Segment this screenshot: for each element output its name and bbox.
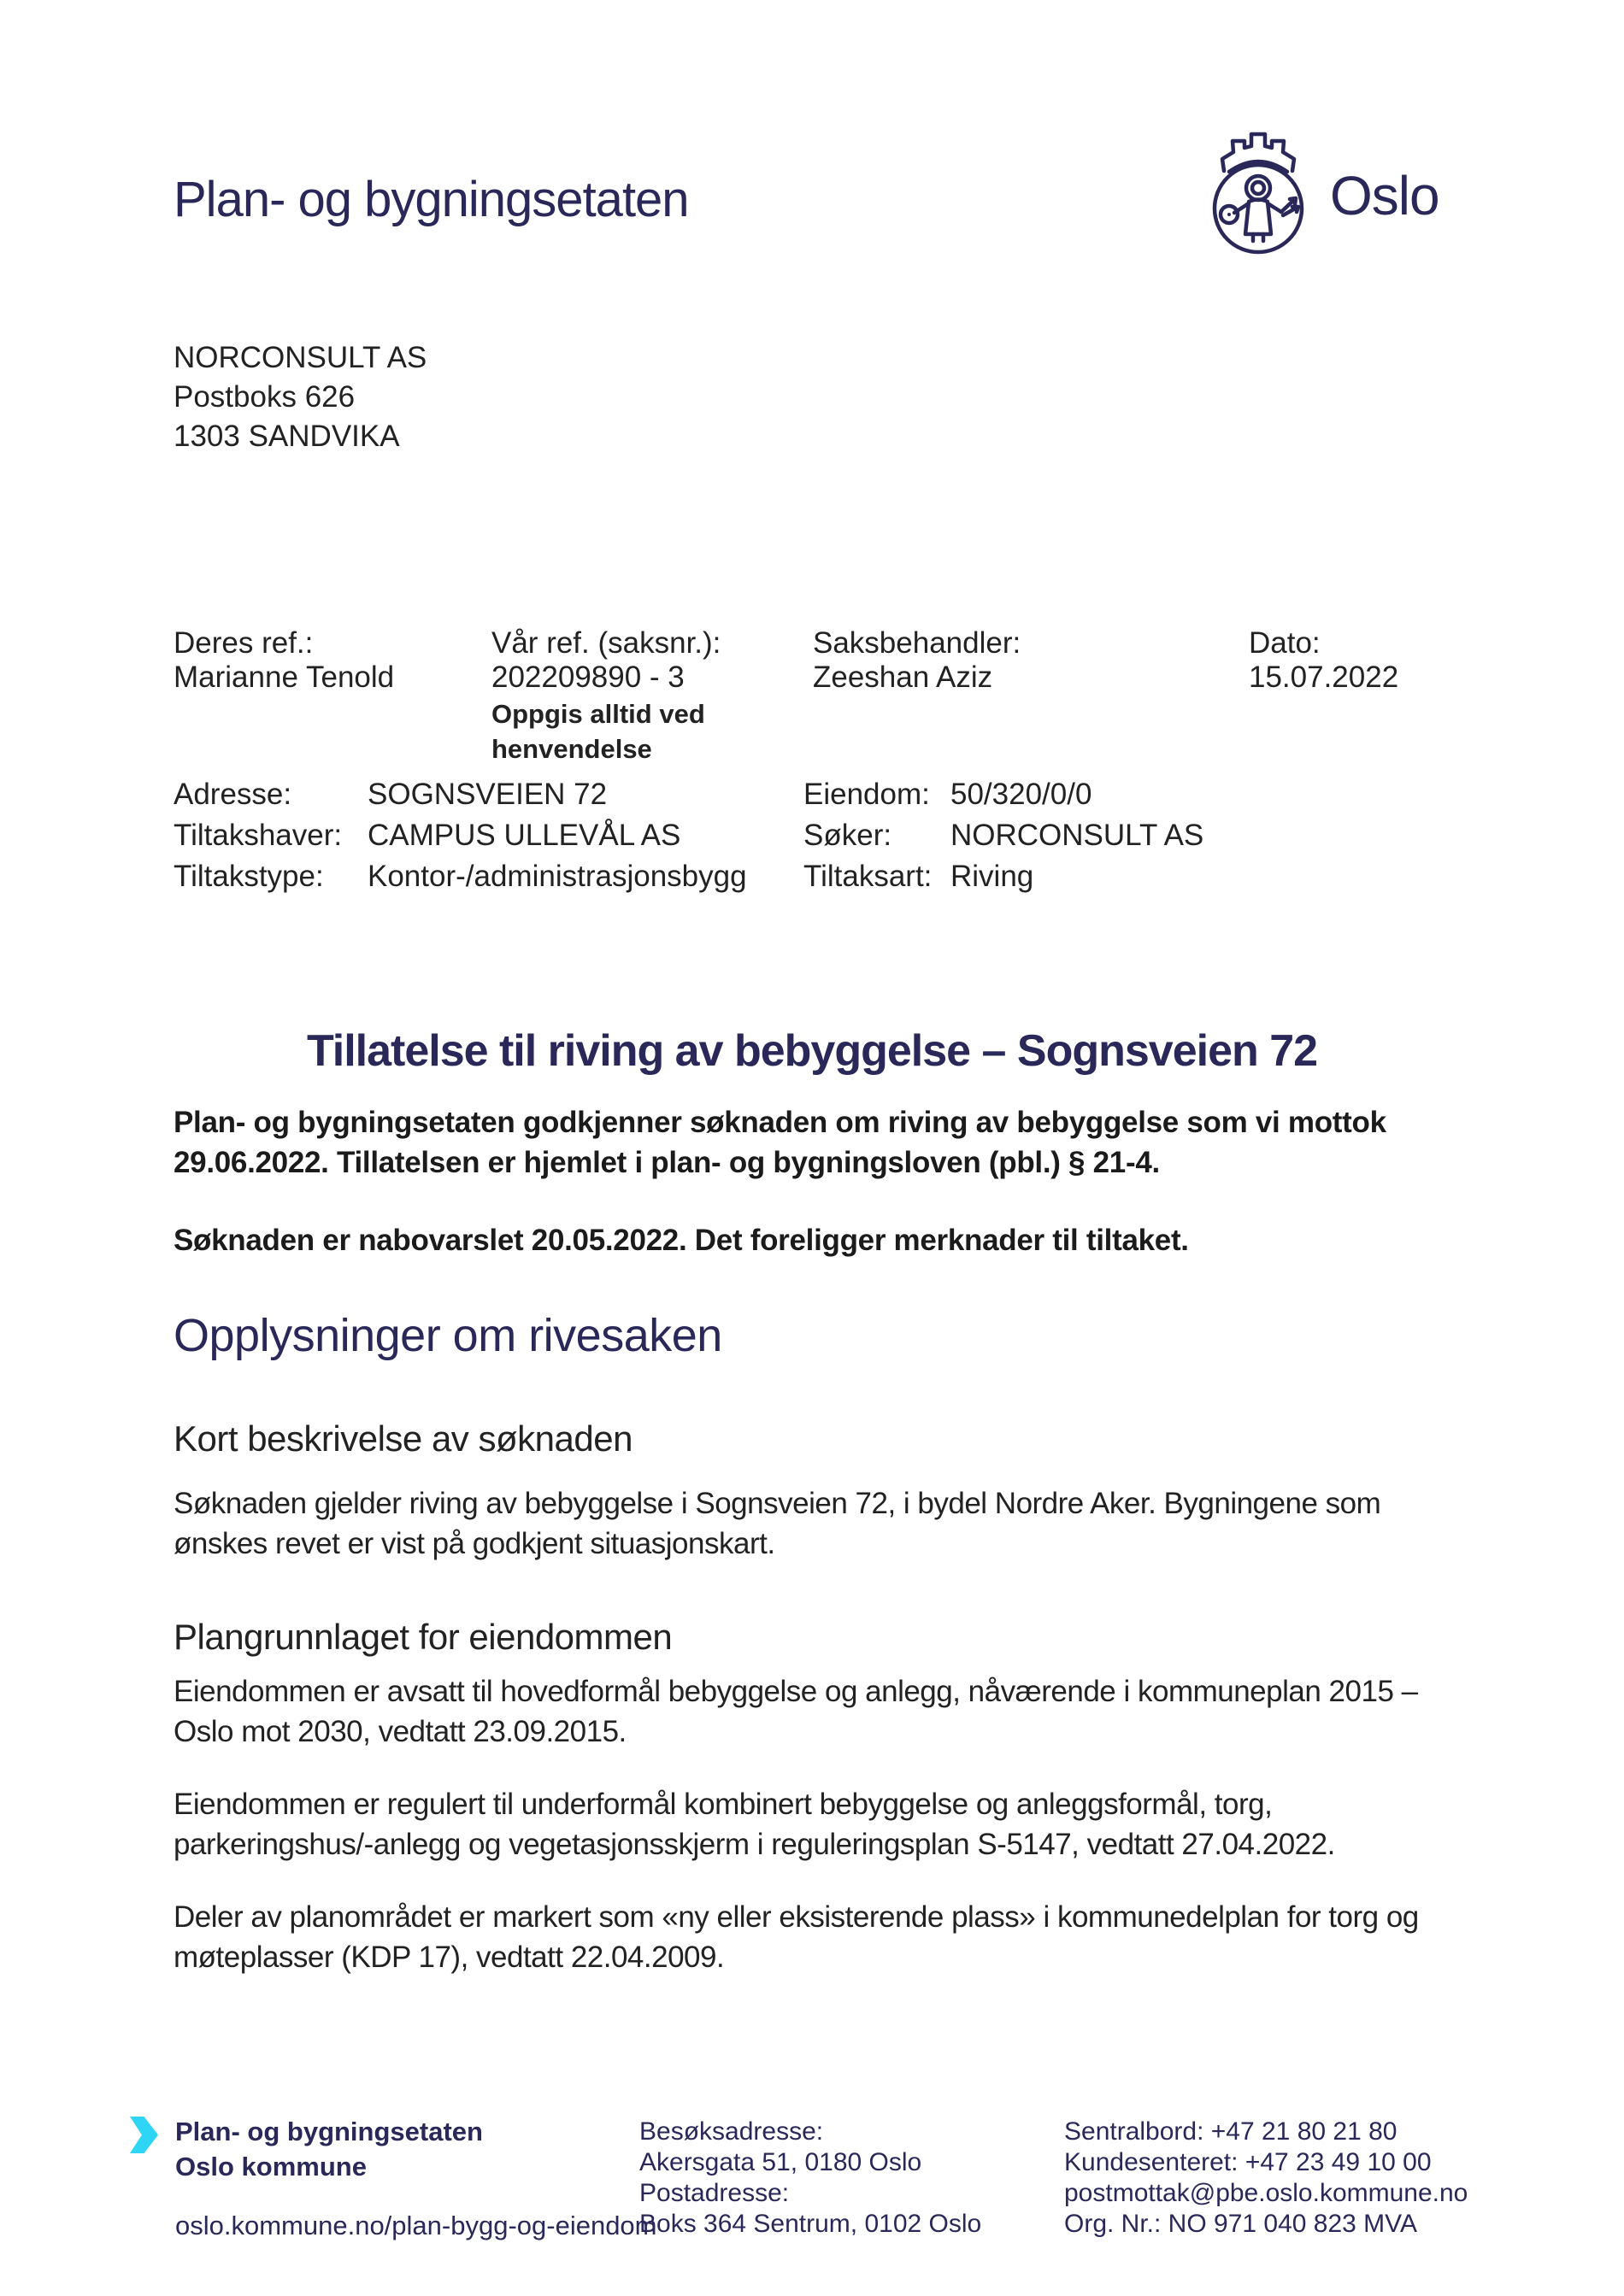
footer-contact xyxy=(1064,2117,1468,2240)
recipient-name: NORCONSULT AS xyxy=(174,341,427,374)
case-info-row-property xyxy=(803,778,1450,819)
building-type-value: Kontor-/administrasjonsbygg xyxy=(368,860,747,893)
paragraph-planning-basis-1: Eiendommen er avsatt til hovedformål bebyggelse og anlegg, nåværende i kommuneplan 2015 – Oslo mot 2030, vedtatt 23.09.2015. xyxy=(174,1675,1418,1748)
subheading-short-description: Kort beskrivelse av søknaden xyxy=(174,1418,633,1459)
measure-type-label: Tiltaksart: xyxy=(803,860,933,893)
paragraph-planning-basis-2: Eiendommen er regulert til underformål kombinert bebyggelse og anleggsformål, torg, parkeringshus/-anlegg og vegetasjonsskjerm i reguleringsplan S-5147, vedtatt 27.04.2022. xyxy=(174,1788,1335,1861)
measure-type-value: Riving xyxy=(950,860,1034,893)
case-info-row-applicant xyxy=(803,819,1450,860)
property-value: 50/320/0/0 xyxy=(950,778,1092,811)
our-ref-label: Vår ref. (saksnr.): xyxy=(491,626,721,660)
oslo-coat-of-arms-icon xyxy=(1202,125,1315,256)
letter-title: Tillatelse til riving av bebyggelse – Sognsveien 72 xyxy=(306,1026,1318,1076)
date-column xyxy=(1249,626,1450,695)
footer-dept: Plan- og bygningsetaten xyxy=(175,2117,483,2146)
footer-addresses xyxy=(639,2117,981,2240)
oslo-arrow-icon xyxy=(130,2117,158,2153)
case-info-row-address xyxy=(174,778,797,819)
case-info-left xyxy=(174,778,797,901)
letter-date: Dato: 15.07.2022 xyxy=(1249,626,1399,694)
footer-postal-label: Postadresse: xyxy=(639,2179,790,2207)
footer-website: oslo.kommune.no/plan-bygg-og-eiendom xyxy=(175,2211,657,2240)
address-value: SOGNSVEIEN 72 xyxy=(368,778,608,811)
subheading-planning-basis: Plangrunnlaget for eiendommen xyxy=(174,1617,673,1657)
lead-paragraph-1: Plan- og bygningsetaten godkjenner søknaden om riving av bebyggelse som vi mottok 29.06.2022. Tillatelsen er hjemlet i plan- og bygningsloven (pbl.) § 21-4. xyxy=(174,1106,1386,1179)
footer-org-number: Org. Nr.: NO 971 040 823 MVA xyxy=(1064,2210,1417,2238)
caseworker-value: Zeeshan Aziz xyxy=(813,661,993,694)
agency-title: Plan- og bygningsetaten xyxy=(174,172,689,227)
recipient-street: Postboks 626 xyxy=(174,380,356,414)
owner-value: CAMPUS ULLEVÅL AS xyxy=(368,819,681,852)
footer-visiting-address: Akersgata 51, 0180 Oslo xyxy=(639,2148,922,2176)
recipient-address xyxy=(174,338,427,456)
footer-customer-center: Kundesenteret: +47 23 49 10 00 xyxy=(1064,2148,1432,2176)
footer-municipality: Oslo kommune xyxy=(175,2152,367,2181)
footer-switchboard: Sentralbord: +47 21 80 21 80 xyxy=(1064,2117,1397,2146)
case-info-row-building-type xyxy=(174,860,797,901)
paragraph-planning-basis-3: Deler av planområdet er markert som «ny eller eksisterende plass» i kommunedelplan for torg og møteplasser (KDP 17), vedtatt 22.04.2009. xyxy=(174,1900,1419,1974)
owner-label: Tiltakshaver: xyxy=(174,819,343,852)
applicant-value: NORCONSULT AS xyxy=(950,819,1204,852)
lead-paragraph-2: Søknaden er nabovarslet 20.05.2022. Det foreligger merknader til tiltaket. xyxy=(174,1224,1189,1257)
case-info-row-owner xyxy=(174,819,797,860)
applicant-label: Søker: xyxy=(803,819,892,852)
footer-visiting-label: Besøksadresse: xyxy=(639,2117,824,2146)
section-heading-demolition-info: Opplysninger om rivesaken xyxy=(174,1310,722,1361)
recipient-city: 1303 SANDVIKA xyxy=(174,420,400,453)
paragraph-short-description: Søknaden gjelder riving av bebyggelse i Sognsveien 72, i bydel Nordre Aker. Bygningene som ønskes revet er vist på godkjent situasjonskart. xyxy=(174,1487,1381,1560)
our-ref-column xyxy=(491,626,756,766)
your-ref-value: Marianne Tenold xyxy=(174,661,395,694)
oslo-logo-text: Oslo xyxy=(1330,165,1439,226)
footer-email: postmottak@pbe.oslo.kommune.no xyxy=(1064,2179,1468,2207)
caseworker-label: Saksbehandler: xyxy=(813,626,1021,660)
property-label: Eiendom: xyxy=(803,778,930,811)
our-ref-value: 202209890 - 3 xyxy=(491,661,685,694)
our-ref-note: Oppgis alltid ved henvendelse xyxy=(491,699,705,764)
footer-postal-address: Boks 364 Sentrum, 0102 Oslo xyxy=(639,2210,982,2238)
building-type-label: Tiltakstype: xyxy=(174,860,324,893)
your-ref-label: Deres ref.: xyxy=(174,626,314,660)
caseworker-column xyxy=(813,626,1021,695)
footer-org xyxy=(175,2114,483,2184)
your-ref-column xyxy=(174,626,394,695)
case-info-row-measure-type xyxy=(803,860,1450,901)
address-label: Adresse: xyxy=(174,778,292,811)
case-info-right xyxy=(803,778,1450,901)
